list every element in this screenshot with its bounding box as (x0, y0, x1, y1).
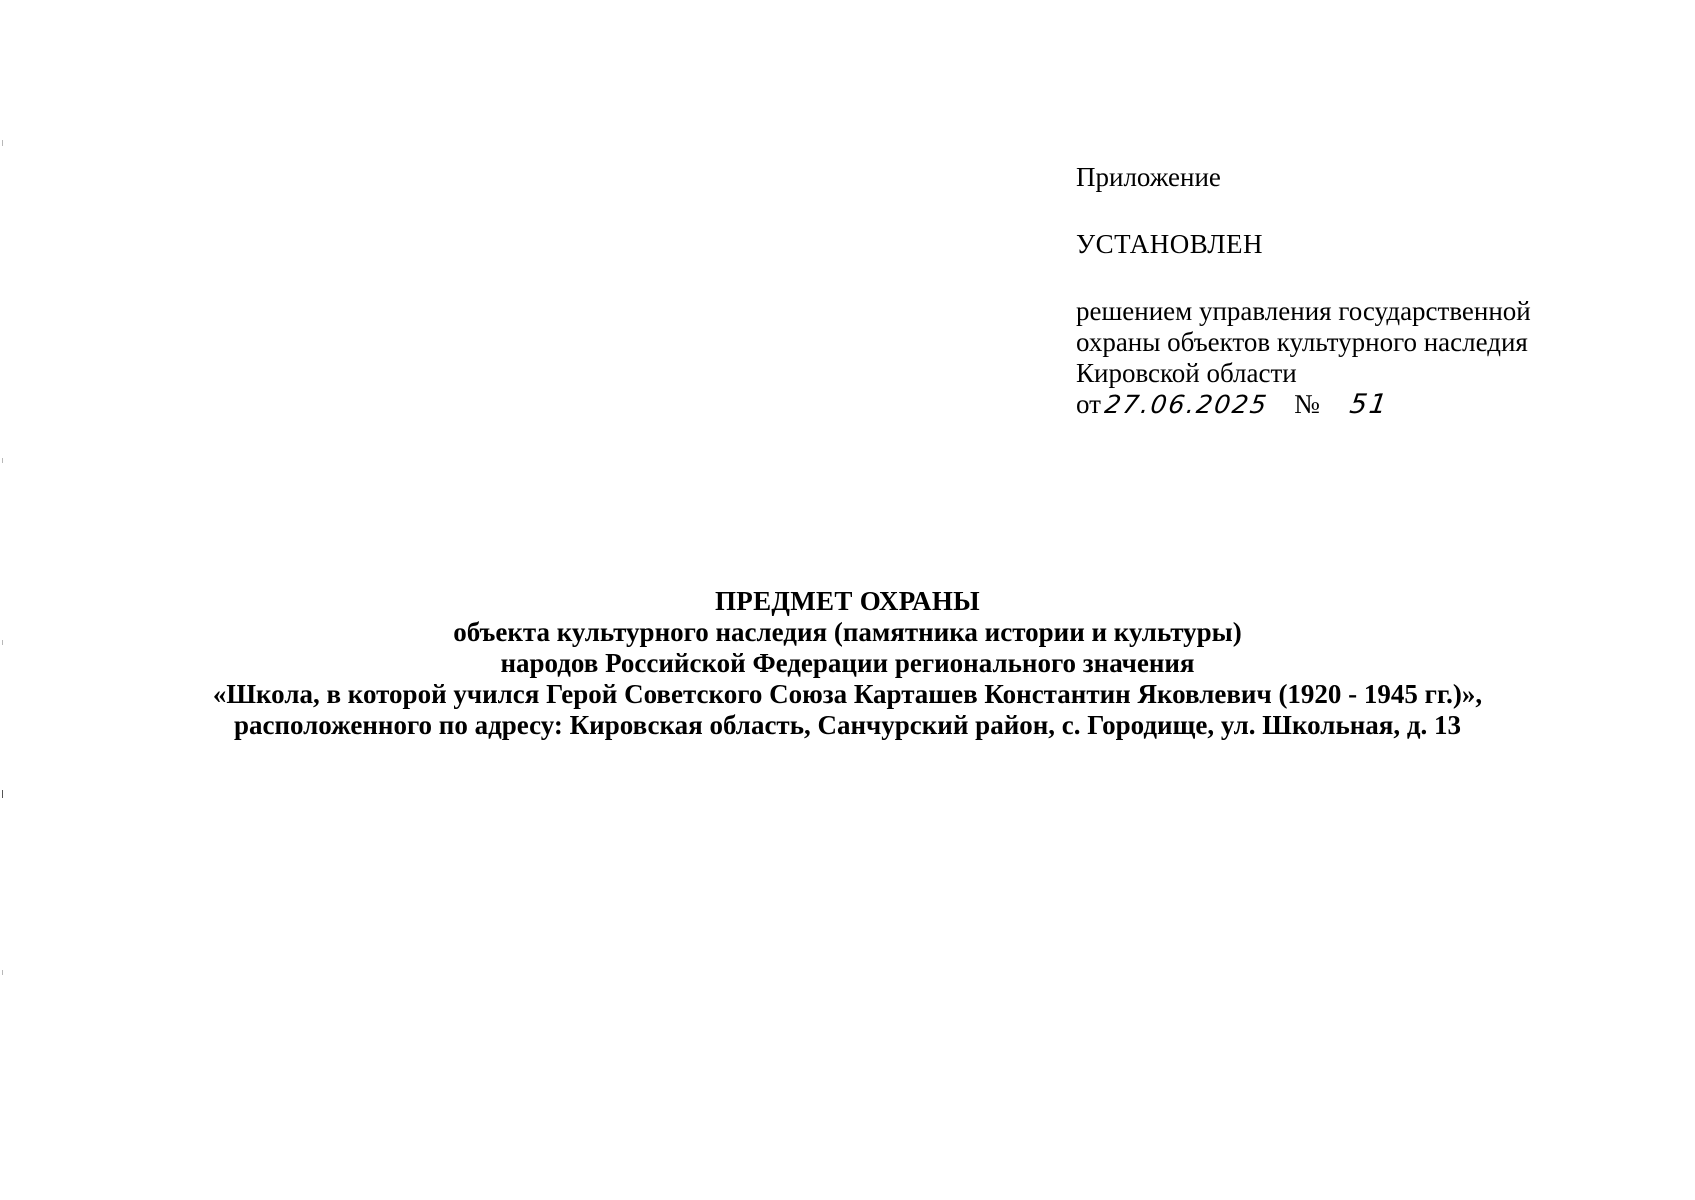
scan-edge-mark (2, 140, 3, 146)
document-title-block (0, 586, 1695, 741)
title-subline: народов Российской Федерации регионального значения (500, 648, 1195, 678)
scan-edge-mark (2, 970, 3, 975)
document-title: ПРЕДМЕТ ОХРАНЫ (715, 586, 980, 616)
scan-edge-mark (2, 458, 3, 463)
title-subline: объекта культурного наследия (памятника истории и культуры) (453, 617, 1242, 647)
scan-edge-mark (2, 790, 3, 798)
decision-line: Кировской области (1076, 358, 1297, 388)
decision-line: решением управления государственной (1076, 296, 1531, 326)
date-prefix: от (1076, 389, 1101, 419)
established-label: УСТАНОВЛЕН (1076, 229, 1264, 259)
appendix-label: Приложение (1076, 162, 1221, 192)
date-number-row (1076, 389, 1636, 420)
handwritten-number: 51 (1347, 389, 1391, 420)
handwritten-date: 27.06.2025 (1102, 390, 1271, 419)
object-name: «Школа, в которой учился Герой Советского Союза Карташев Константин Яковлевич (1920 - 1945 гг.)», (212, 679, 1483, 709)
decision-line: охраны объектов культурного наследия (1076, 327, 1528, 357)
approval-block (1076, 162, 1636, 420)
object-address: расположенного по адресу: Кировская область, Санчурский район, с. Городище, ул. Школьная, д. 13 (233, 710, 1462, 740)
number-sign: № (1294, 389, 1320, 419)
